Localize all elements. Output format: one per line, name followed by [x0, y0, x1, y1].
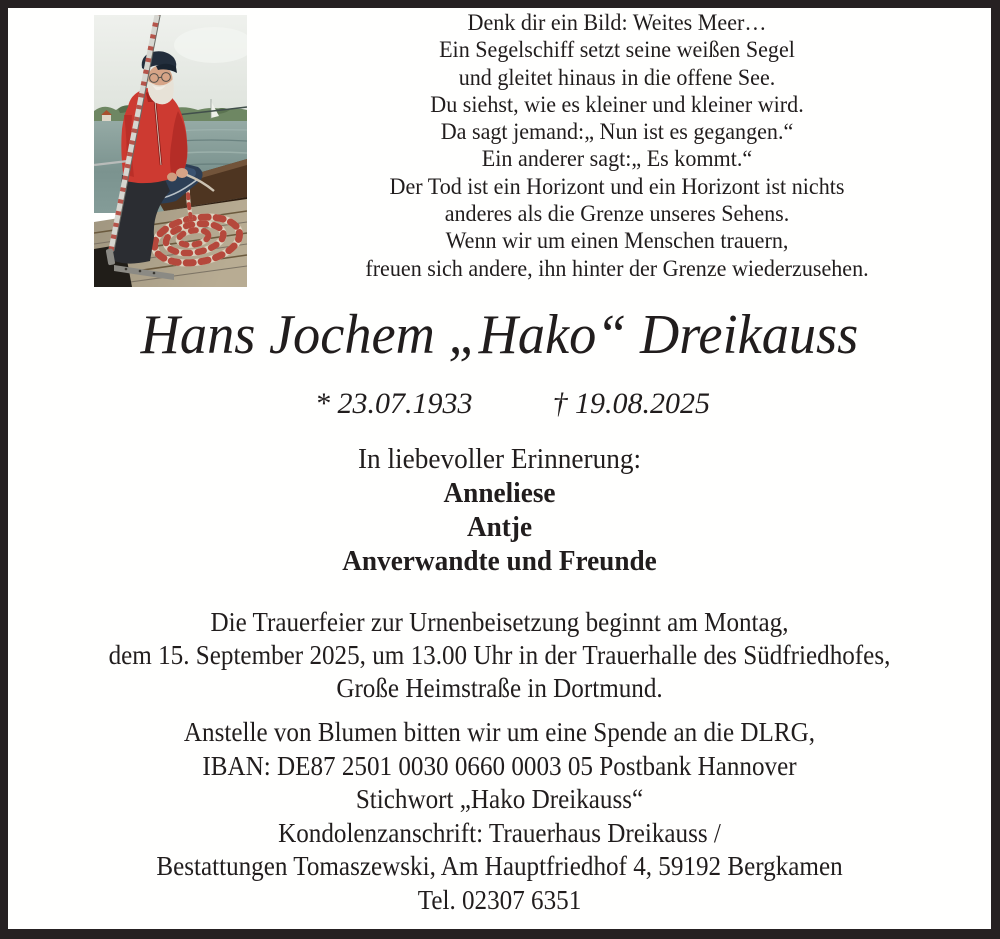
death-date: † 19.08.2025: [552, 387, 710, 420]
life-dates: [21, 387, 1000, 421]
poem-line: Denk dir ein Bild: Weites Meer…: [467, 10, 767, 35]
portrait-photo-art: [94, 15, 247, 287]
birth-date: * 23.07.1933: [315, 387, 473, 420]
poem-line: freuen sich andere, ihn hinter der Grenze wiederzusehen.: [365, 255, 869, 281]
donation-info: [42, 716, 956, 917]
deceased-name: Hans Jochem „Hako“ Dreikauss: [140, 304, 859, 366]
poem-line: Der Tod ist ein Horizont und ein Horizont ist nichts: [389, 173, 845, 199]
poem-line: Da sagt jemand:„ Nun ist es gegangen.“: [440, 119, 794, 145]
memorial-poem: [265, 9, 970, 282]
poem-line: Du siehst, wie es kleiner und kleiner wird.: [430, 91, 804, 117]
mourner-name: Anneliese: [443, 477, 556, 509]
poem-line: Ein Segelschiff setzt seine weißen Segel: [439, 37, 795, 63]
donation-line: Bestattungen Tomaszewski, Am Hauptfriedhof 4, 59192 Bergkamen: [156, 851, 843, 881]
donation-line: IBAN: DE87 2501 0030 0660 0003 05 Postbank Hannover: [202, 750, 797, 781]
funeral-line: Die Trauerfeier zur Urnenbeisetzung beginnt am Montag,: [210, 607, 789, 637]
poem-line: und gleitet hinaus in die offene See.: [458, 64, 776, 90]
donation-line: Anstelle von Blumen bitten wir um eine Spende an die DLRG,: [183, 717, 816, 747]
donation-line: Stichwort „Hako Dreikauss“: [355, 784, 644, 814]
funeral-line: dem 15. September 2025, um 13.00 Uhr in der Trauerhalle des Südfriedhofes,: [108, 640, 891, 670]
mourner-name: Anverwandte und Freunde: [342, 545, 657, 577]
portrait-photo: [94, 15, 247, 287]
donation-line: Tel. 02307 6351: [417, 884, 582, 915]
memorial-intro: In liebevoller Erinnerung:: [357, 443, 642, 475]
mourner-name: Antje: [466, 511, 533, 543]
memorial-block: [37, 442, 961, 578]
poem-line: anderes als die Grenze unseres Sehens.: [444, 201, 790, 227]
funeral-line: Große Heimstraße in Dortmund.: [336, 673, 663, 703]
funeral-info: [42, 606, 956, 705]
poem-line: Ein anderer sagt:„ Es kommt.“: [481, 146, 753, 172]
poem-line: Wenn wir um einen Menschen trauern,: [445, 228, 789, 254]
donation-line: Kondolenzanschrift: Trauerhaus Dreikauss /: [278, 817, 721, 848]
